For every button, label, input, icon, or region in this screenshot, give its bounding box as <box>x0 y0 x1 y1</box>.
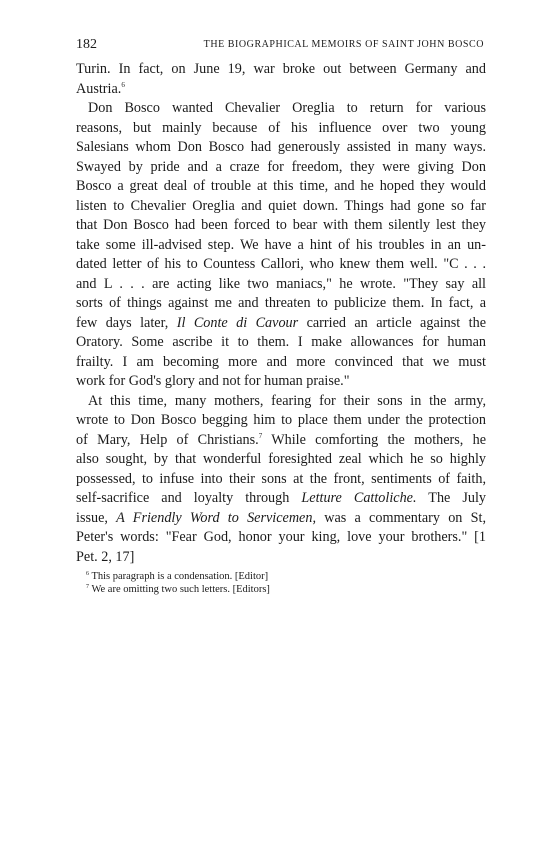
text-line: also sought, by that wonderful foresighted zeal which he so highly <box>76 451 486 467</box>
page-header <box>76 37 484 57</box>
text-run: While comforting the mothers, he <box>262 431 486 448</box>
text-line <box>76 431 486 451</box>
page-number: 182 <box>76 37 97 52</box>
text-run: carried an article against the <box>298 314 486 331</box>
text-run: few days later, <box>76 314 177 331</box>
body-text <box>76 60 486 567</box>
footnote <box>86 583 426 596</box>
footnote-text: This paragraph is a condensation. [Editor] <box>91 571 269 582</box>
text-line: reasons, but mainly because of his influence over two young <box>76 119 486 136</box>
text-run: was a commentary on St, <box>316 509 486 526</box>
text-line: listen to Chevalier Oreglia and quiet down. Things had gone so far <box>76 197 486 214</box>
running-head: THE BIOGRAPHICAL MEMOIRS OF SAINT JOHN BOSCO <box>203 39 484 50</box>
text-line: Pet. 2, 17] <box>76 548 135 565</box>
italic-title: A Friendly Word to Servicemen, <box>116 509 316 526</box>
text-run: issue, <box>76 509 117 526</box>
footnote-ref: 6 <box>121 80 125 89</box>
text-line: work for God's glory and not for human praise." <box>76 373 350 389</box>
text-line: Bosco a great deal of trouble at this time, and he hoped they would <box>76 178 486 194</box>
text-line: that Don Bosco had been forced to bear with them silently lest they <box>76 217 486 233</box>
footnote-mark: 6 <box>86 571 89 577</box>
text-line: possessed, to infuse into their sons at the front, sentiments of faith, <box>76 470 486 487</box>
text-run: Austria. <box>76 80 122 97</box>
italic-title: Letture Cattoliche. <box>301 490 417 506</box>
text-line: take some ill-advised step. We have a hint of his troubles in an un- <box>76 236 486 253</box>
footnote <box>86 570 426 583</box>
text-line: frailty. I am becoming more and more convinced that we must <box>76 353 486 370</box>
text-line: dated letter of his to Countess Callori, who knew them well. "C . . . <box>76 256 486 272</box>
text-line: Peter's words: "Fear God, honor your king, love your brothers." [1 <box>76 529 486 545</box>
text-line <box>76 509 486 529</box>
text-line <box>76 489 486 509</box>
italic-title: Il Conte di Cavour <box>176 314 299 331</box>
text-run: of Mary, Help of Christians. <box>76 431 259 448</box>
text-line: At this time, many mothers, fearing for their sons in the army, <box>88 392 486 409</box>
text-line <box>76 314 486 334</box>
text-line: Swayed by pride and a craze for freedom, they were giving Don <box>76 158 486 175</box>
footnotes <box>86 570 426 596</box>
footnote-mark: 7 <box>86 584 89 590</box>
footnote-ref: 7 <box>258 431 263 440</box>
text-line <box>76 80 486 100</box>
footnote-text: We are omitting two such letters. [Editors] <box>91 584 270 595</box>
text-line: Salesians whom Don Bosco had generously assisted in many ways. <box>76 139 486 155</box>
text-line: Oratory. Some ascribe it to them. I make allowances for human <box>76 334 486 350</box>
text-line: sorts of things against me and threaten to publicize them. In fact, a <box>76 295 486 311</box>
text-run: self-sacrifice and loyalty through <box>76 490 302 506</box>
text-line: Turin. In fact, on June 19, war broke out between Germany and <box>76 61 486 77</box>
text-line: and L . . . are acting like two maniacs," he wrote. "They say all <box>76 275 486 292</box>
text-line: wrote to Don Bosco begging him to place them under the protection <box>76 412 486 428</box>
text-line: Don Bosco wanted Chevalier Oreglia to return for various <box>88 100 486 116</box>
text-run: The July <box>416 490 487 506</box>
